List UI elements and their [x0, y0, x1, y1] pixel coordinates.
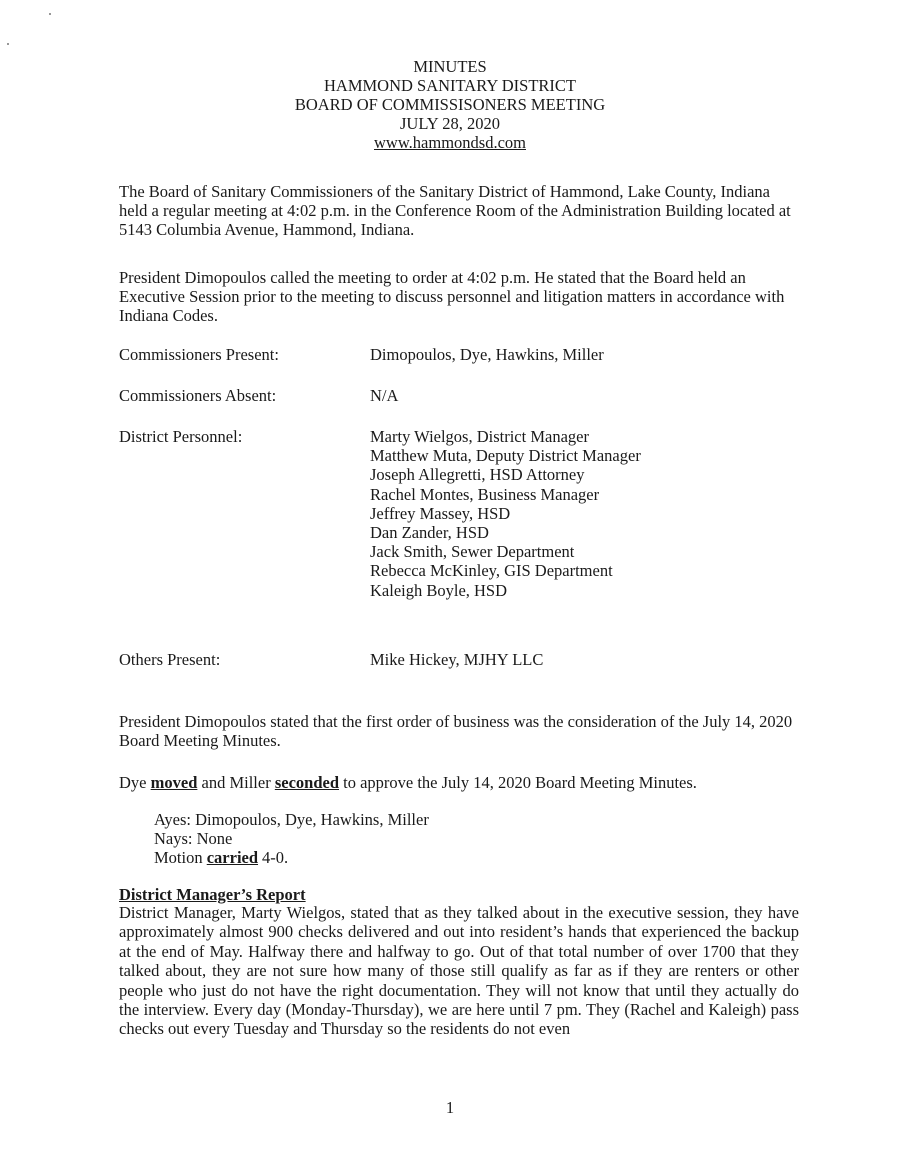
vote-nays: Nays: None — [154, 829, 233, 848]
header-date: JULY 28, 2020 — [400, 114, 500, 133]
header-title: MINUTES — [413, 57, 487, 76]
vote-block — [154, 810, 429, 867]
vote-result — [154, 848, 429, 867]
commissioners-absent-label: Commissioners Absent: — [119, 386, 277, 405]
district-personnel-label: District Personnel: — [119, 427, 243, 446]
header-organization: HAMMOND SANITARY DISTRICT — [324, 76, 576, 95]
commissioners-present-label: Commissioners Present: — [119, 345, 279, 364]
header-meeting: BOARD OF COMMISSISONERS MEETING — [294, 95, 606, 114]
motion-prefix: Motion — [154, 848, 203, 867]
commissioners-absent-value: N/A — [370, 386, 399, 405]
district-manager-report-text: District Manager, Marty Wielgos, stated that as they talked about in the executive session, they have approximately almost 900 checks delivered and out into resident’s hands that experienced the backup at the end of May. Halfway there and halfway to go. Out of that total number of over 1700 that they talked about, they are not sure how many of those still qualify as far as if they are renters or other people who just do not have the right documentation. They will not know that until they actually do the interview. Every day (Monday-Thursday), we are here until 7 pm. They (Rachel and Kaleigh) pass checks out every Tuesday and Thursday so the residents do not even — [119, 903, 799, 1039]
motion-mover: Dye — [119, 773, 147, 792]
personnel-item: Jeffrey Massey, HSD — [370, 503, 511, 523]
personnel-item: Jack Smith, Sewer Department — [370, 542, 575, 562]
page-number: 1 — [445, 1098, 455, 1117]
personnel-item: Rachel Montes, Business Manager — [370, 484, 600, 504]
personnel-item: Rebecca McKinley, GIS Department — [370, 561, 613, 581]
district-personnel-list — [370, 427, 641, 600]
others-present-label: Others Present: — [119, 650, 221, 669]
personnel-item: Joseph Allegretti, HSD Attorney — [370, 465, 585, 485]
personnel-item: Matthew Muta, Deputy District Manager — [370, 446, 641, 466]
motion-seconder: and Miller — [201, 773, 271, 792]
district-manager-report-heading: District Manager’s Report — [119, 885, 306, 904]
personnel-item: Marty Wielgos, District Manager — [370, 427, 589, 446]
moved-keyword: moved — [150, 773, 198, 792]
vote-ayes: Ayes: Dimopoulos, Dye, Hawkins, Miller — [154, 810, 429, 829]
seconded-keyword: seconded — [274, 773, 339, 792]
others-present-value: Mike Hickey, MJHY LLC — [370, 650, 544, 669]
carried-keyword: carried — [206, 848, 259, 867]
scan-speck — [7, 43, 9, 45]
vote-count: 4-0. — [262, 848, 289, 867]
call-to-order-paragraph: President Dimopoulos called the meeting to order at 4:02 p.m. He stated that the Board held an Executive Session prior to the meeting to discuss personnel and litigation matters in accordance with Indiana Codes. — [119, 268, 785, 325]
commissioners-present-value: Dimopoulos, Dye, Hawkins, Miller — [370, 345, 604, 364]
personnel-item: Kaleigh Boyle, HSD — [370, 580, 508, 600]
motion-paragraph — [119, 773, 799, 792]
first-order-paragraph: President Dimopoulos stated that the first order of business was the consideration of the July 14, 2020 Board Meeting Minutes. — [119, 712, 793, 750]
motion-text: to approve the July 14, 2020 Board Meeting Minutes. — [343, 773, 697, 792]
document-header — [0, 57, 900, 152]
scan-speck — [49, 13, 51, 15]
personnel-item: Dan Zander, HSD — [370, 523, 489, 543]
website-link[interactable]: www.hammondsd.com — [374, 133, 526, 152]
intro-paragraph: The Board of Sanitary Commissioners of the Sanitary District of Hammond, Lake County, Indiana held a regular meeting at 4:02 p.m. in the Conference Room of the Administration Building located at 5143 Columbia Avenue, Hammond, Indiana. — [119, 182, 791, 239]
